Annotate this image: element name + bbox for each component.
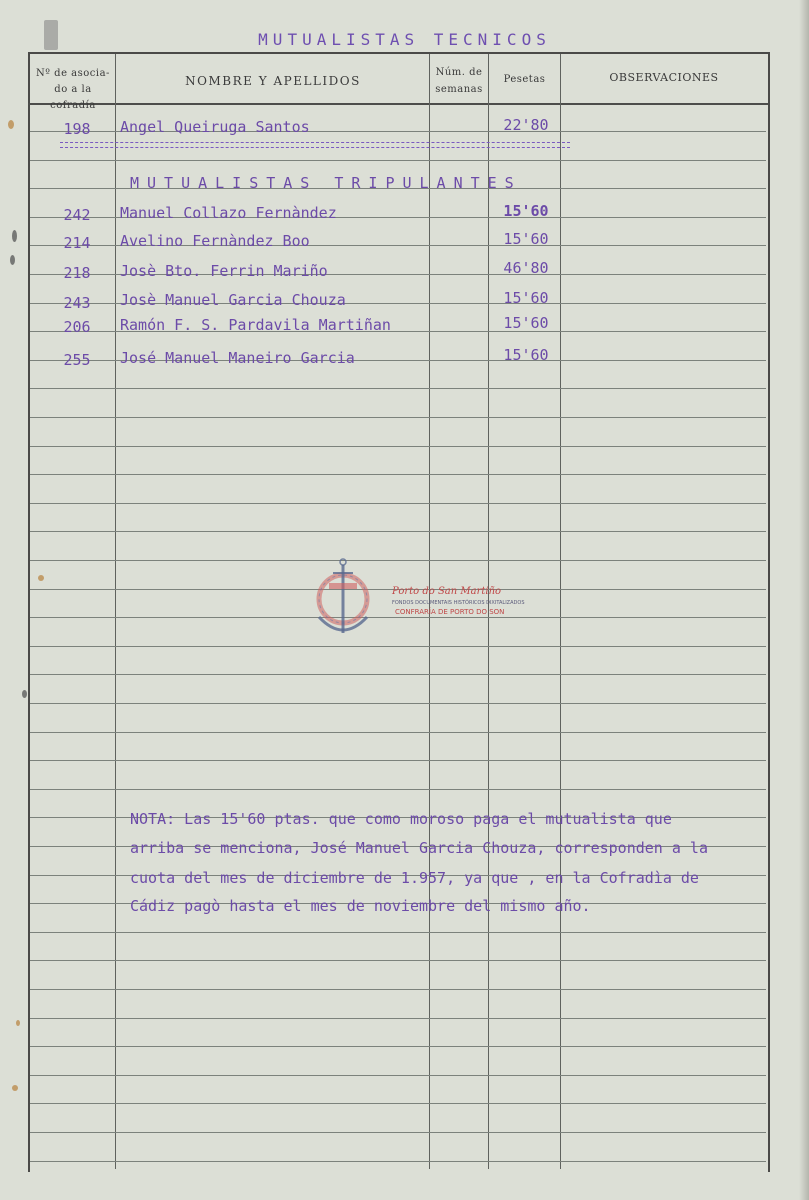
ruled-line — [30, 1018, 766, 1019]
member-amount: 15'60 — [503, 289, 549, 307]
member-number: 214 — [63, 234, 91, 252]
note-line-3: cuota del mes de diciembre de 1.957, ya que , en la Cofradìa de — [130, 869, 699, 887]
tecnico-number: 198 — [63, 120, 91, 138]
column-divider — [560, 54, 561, 1169]
page-edge-shadow — [799, 0, 809, 1200]
stain — [12, 230, 17, 242]
header-semanas — [430, 64, 488, 98]
member-number: 243 — [63, 294, 91, 312]
ruled-line — [30, 474, 766, 475]
ruled-line — [30, 1046, 766, 1047]
member-name: José Manuel Maneiro Garcia — [120, 349, 355, 367]
note-line-1: NOTA: Las 15'60 ptas. que como moroso paga el mutualista que — [130, 810, 672, 828]
member-name: Manuel Collazo Fernàndez — [120, 204, 337, 222]
ruled-line — [30, 1075, 766, 1076]
tecnico-amount: 22'80 — [503, 116, 549, 134]
header-num-socio-line1: Nº de asocia- — [36, 68, 110, 79]
header-semanas-line1: Núm. de — [435, 67, 483, 78]
member-amount: 15'60 — [503, 314, 549, 332]
ruled-line — [30, 674, 766, 675]
watermark-subtitle: FONDOS DOCUMENTAIS HISTÓRICOS DIXITALIZADOS — [392, 600, 525, 606]
double-rule-separator — [60, 142, 570, 148]
stain — [8, 120, 14, 129]
header-nombre: NOMBRE Y APELLIDOS — [185, 74, 361, 88]
ruled-line — [30, 760, 766, 761]
ruled-line — [30, 789, 766, 790]
member-number: 255 — [63, 351, 91, 369]
member-number: 218 — [63, 264, 91, 282]
member-number: 206 — [63, 318, 91, 336]
member-name: Josè Manuel Garcia Chouza — [120, 291, 346, 309]
ruled-line — [30, 703, 766, 704]
ruled-line — [30, 446, 766, 447]
ruled-line — [30, 160, 766, 161]
ruled-line — [30, 531, 766, 532]
header-semanas-line2: semanas — [435, 84, 483, 95]
note-line-2: arriba se menciona, José Manuel Garcia Chouza, corresponden a la — [130, 839, 708, 857]
ruled-line — [30, 1132, 766, 1133]
stain — [22, 690, 27, 698]
watermark-org: CONFRARÍA DE PORTO DO SON — [395, 608, 505, 616]
note-line-4: Cádiz pagò hasta el mes de noviembre del mismo año. — [130, 897, 591, 915]
stain — [10, 255, 15, 265]
member-name: Avelino Fernàndez Boo — [120, 232, 310, 250]
member-amount: 15'60 — [503, 346, 549, 364]
header-observaciones: OBSERVACIONES — [609, 71, 719, 84]
ruled-line — [30, 1103, 766, 1104]
header-num-socio-line2: do a la cofradía — [50, 84, 96, 111]
ruled-line — [30, 503, 766, 504]
member-amount: 46'80 — [503, 259, 549, 277]
document-title: MUTUALISTAS TECNICOS — [258, 30, 551, 49]
ruled-line — [30, 960, 766, 961]
member-amount: 15'60 — [503, 202, 549, 220]
ruled-line — [30, 646, 766, 647]
ruled-line — [30, 417, 766, 418]
ruled-line — [30, 732, 766, 733]
tecnico-name: Angel Queiruga Santos — [120, 118, 310, 136]
ruled-line — [30, 1161, 766, 1162]
member-name: Ramón F. S. Pardavila Martiñan — [120, 316, 391, 334]
stain — [12, 1085, 18, 1091]
anchor-icon — [319, 559, 367, 633]
ruled-line — [30, 388, 766, 389]
ruled-line — [30, 989, 766, 990]
member-name: Josè Bto. Ferrin Mariño — [120, 262, 328, 280]
column-divider — [115, 54, 116, 1169]
stain — [16, 1020, 20, 1026]
ruled-line — [30, 932, 766, 933]
header-num-socio — [30, 66, 116, 114]
tripulantes-heading: MUTUALISTAS TRIPULANTES — [130, 174, 522, 192]
header-pesetas: Pesetas — [503, 74, 546, 85]
watermark-title: Porto do San Martiño — [392, 586, 502, 597]
header-rule — [28, 103, 768, 105]
member-amount: 15'60 — [503, 230, 549, 248]
member-number: 242 — [63, 206, 91, 224]
